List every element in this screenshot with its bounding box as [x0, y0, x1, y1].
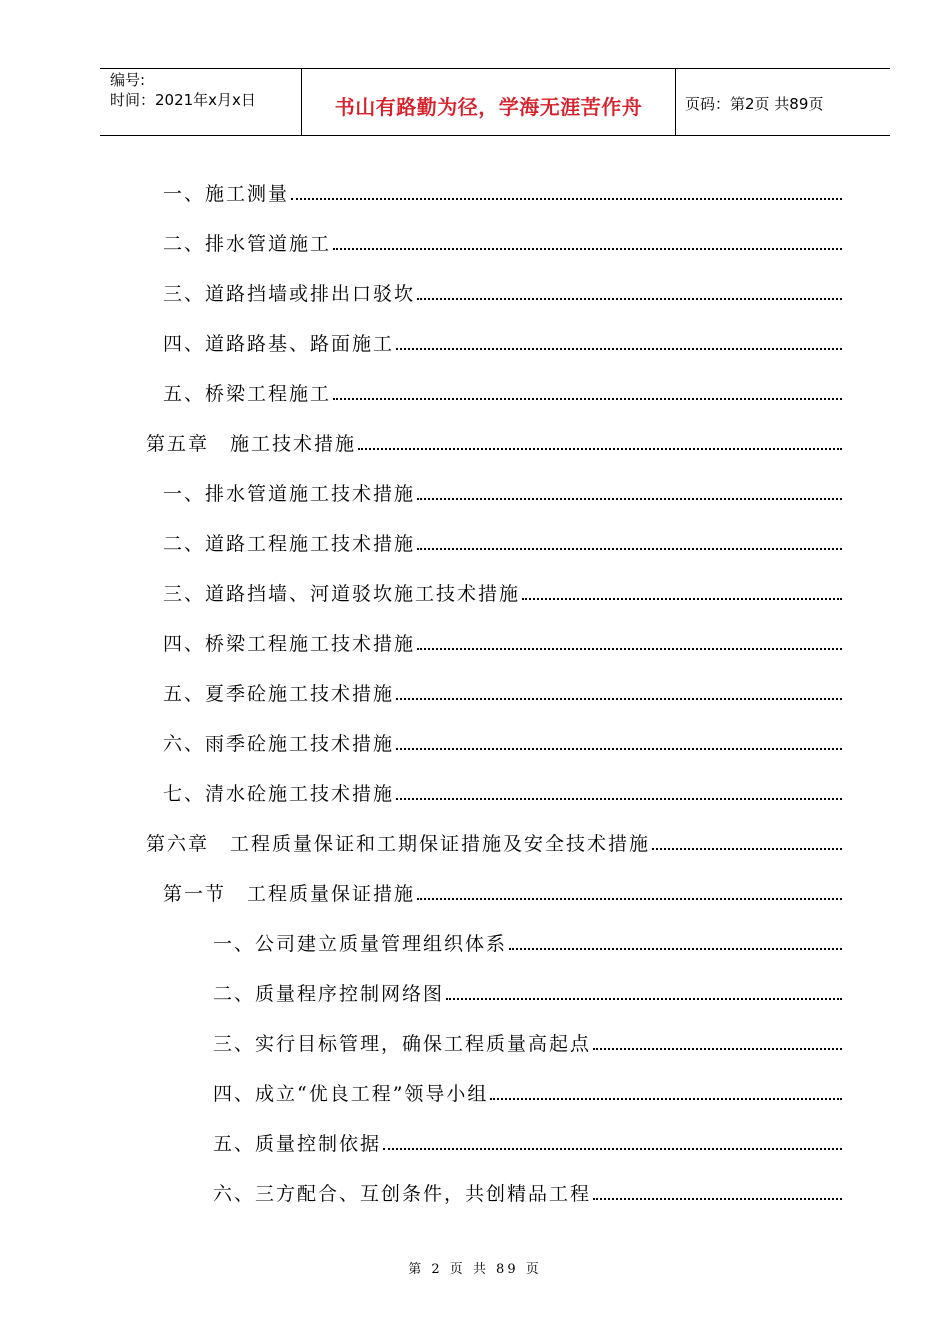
- document-number-label: 编号:: [110, 71, 146, 89]
- document-time-label: 时间：2021年x月x日: [110, 91, 256, 109]
- toc-entry[interactable]: [163, 626, 842, 656]
- toc-entry[interactable]: [163, 776, 842, 806]
- toc-leader-dots: [509, 947, 842, 950]
- toc-entry-text: 五、质量控制依据: [213, 1133, 382, 1155]
- toc-leader-dots: [417, 547, 842, 550]
- toc-entry[interactable]: [163, 176, 842, 206]
- toc-leader-dots: [358, 447, 842, 450]
- toc-subentry[interactable]: [213, 976, 842, 1006]
- toc-entry-text: 四、成立“优良工程”领导小组: [213, 1083, 489, 1105]
- toc-entry-text: 一、施工测量: [163, 183, 290, 205]
- toc-entry-text: 二、排水管道施工: [163, 233, 332, 255]
- toc-entry-text: 三、道路挡墙或排出口驳坎: [163, 283, 416, 305]
- toc-leader-dots: [417, 897, 842, 900]
- toc-entry-text: 第五章 施工技术措施: [146, 433, 357, 455]
- toc-entry-text: 四、桥梁工程施工技术措施: [163, 633, 416, 655]
- toc-entry-text: 五、桥梁工程施工: [163, 383, 332, 405]
- toc-leader-dots: [333, 397, 842, 400]
- toc-subentry[interactable]: [213, 1026, 842, 1056]
- toc-entry[interactable]: [163, 476, 842, 506]
- toc-entry[interactable]: [163, 676, 842, 706]
- toc-entry-text: 三、实行目标管理，确保工程质量高起点: [213, 1033, 592, 1055]
- toc-entry-text: 六、三方配合、互创条件，共创精品工程: [213, 1183, 592, 1205]
- toc-leader-dots: [396, 697, 842, 700]
- toc-entry-text: 第一节 工程质量保证措施: [163, 883, 416, 905]
- toc-entry-text: 第六章 工程质量保证和工期保证措施及安全技术措施: [146, 833, 651, 855]
- toc-subentry[interactable]: [213, 1126, 842, 1156]
- toc-subentry[interactable]: [213, 1176, 842, 1206]
- toc-leader-dots: [417, 497, 842, 500]
- toc-entry[interactable]: [163, 526, 842, 556]
- toc-section-entry[interactable]: [163, 876, 842, 906]
- toc-leader-dots: [417, 297, 842, 300]
- toc-leader-dots: [383, 1147, 842, 1150]
- toc-leader-dots: [593, 1047, 842, 1050]
- toc-leader-dots: [652, 847, 842, 850]
- toc-entry-text: 六、雨季砼施工技术措施: [163, 733, 395, 755]
- toc-leader-dots: [593, 1197, 842, 1200]
- toc-entry[interactable]: [163, 376, 842, 406]
- header-motto-cell: [301, 69, 676, 135]
- toc-leader-dots: [396, 797, 842, 800]
- toc-entry[interactable]: [163, 276, 842, 306]
- toc-leader-dots: [396, 347, 842, 350]
- toc-leader-dots: [291, 197, 842, 200]
- toc-subentry[interactable]: [213, 1076, 842, 1106]
- toc-subentry[interactable]: [213, 926, 842, 956]
- toc-entry-text: 五、夏季砼施工技术措施: [163, 683, 395, 705]
- toc-entry-text: 一、公司建立质量管理组织体系: [213, 933, 508, 955]
- toc-entry-text: 三、道路挡墙、河道驳坎施工技术措施: [163, 583, 521, 605]
- toc-leader-dots: [333, 247, 842, 250]
- toc-entry-text: 二、道路工程施工技术措施: [163, 533, 416, 555]
- page-header: [100, 68, 890, 136]
- header-motto: 书山有路勤为径，学海无涯苦作舟: [334, 95, 643, 119]
- toc-leader-dots: [490, 1097, 842, 1100]
- toc-entry[interactable]: [163, 326, 842, 356]
- toc-entry-text: 二、质量程序控制网络图: [213, 983, 445, 1005]
- header-page-cell: [675, 69, 890, 135]
- toc-entry-text: 七、清水砼施工技术措施: [163, 783, 395, 805]
- page-footer: 第 2 页 共 89 页: [408, 1262, 542, 1277]
- toc-chapter-entry[interactable]: [146, 826, 842, 856]
- toc-leader-dots: [417, 647, 842, 650]
- toc-entry[interactable]: [163, 226, 842, 256]
- toc-entry[interactable]: [163, 726, 842, 756]
- header-meta-cell: [100, 69, 300, 135]
- toc-chapter-entry[interactable]: [146, 426, 842, 456]
- toc-leader-dots: [522, 597, 842, 600]
- toc-leader-dots: [396, 747, 842, 750]
- toc-entry-text: 一、排水管道施工技术措施: [163, 483, 416, 505]
- toc-entry[interactable]: [163, 576, 842, 606]
- header-page-number: 页码：第2页 共89页: [685, 95, 824, 113]
- toc-entry-text: 四、道路路基、路面施工: [163, 333, 395, 355]
- toc-leader-dots: [446, 997, 842, 1000]
